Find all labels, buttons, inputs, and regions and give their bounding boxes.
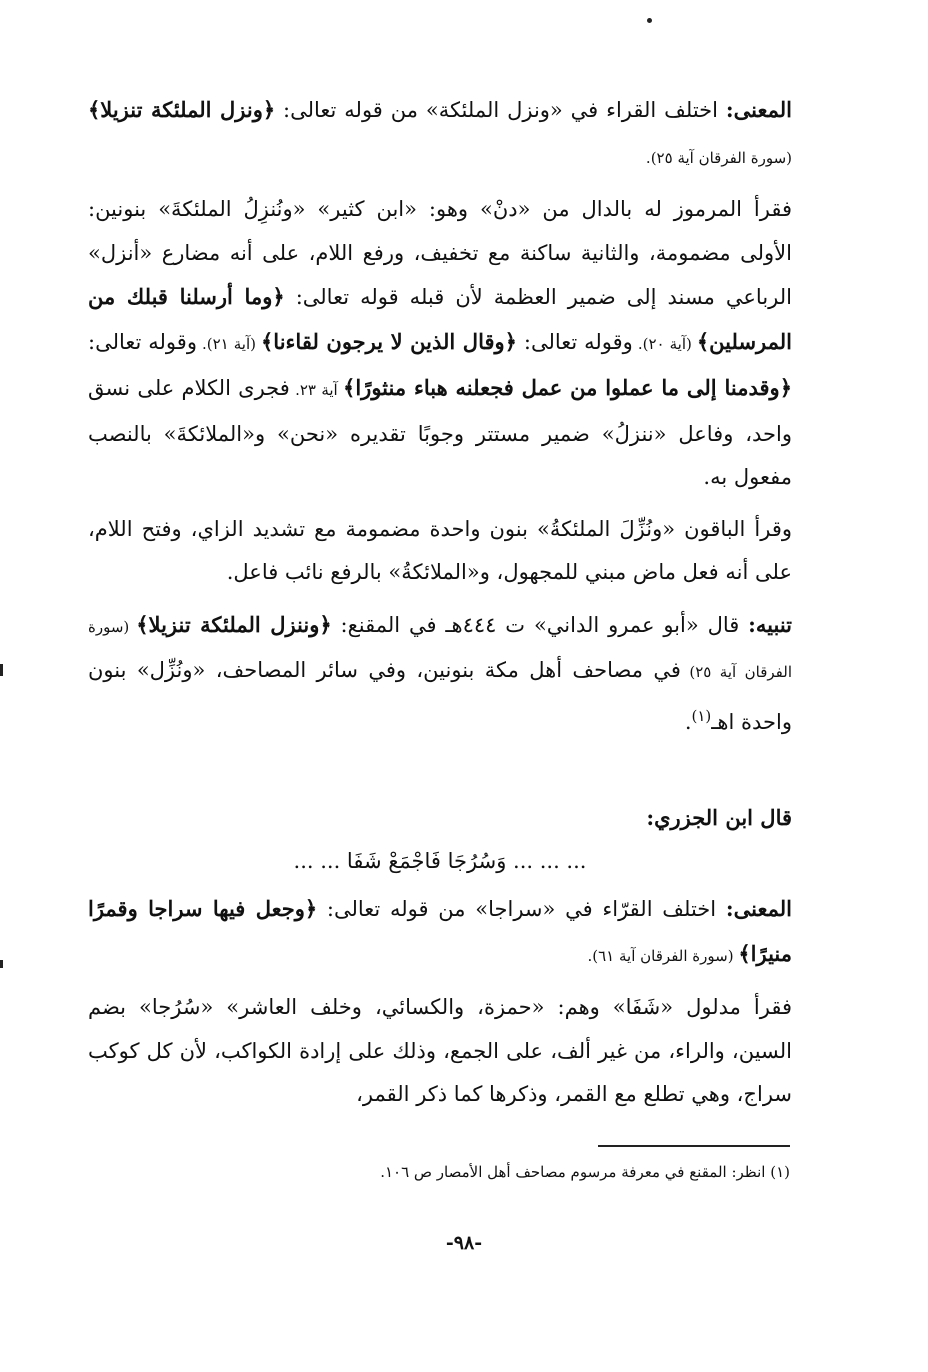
quran-quote: ﴿وقال الذين لا يرجون لقاءنا﴾ [261,328,517,354]
paragraph-reading-shafa [88,986,792,1117]
paragraph-meaning-1 [88,88,792,180]
scan-mark-dot [647,18,652,23]
paragraph-note [88,603,792,745]
paragraph-reading-others [88,508,792,595]
verse-reference: (سورة الفرقان آية ٢٥). [645,148,792,167]
verse-reference: آية ٢٣. [289,381,344,399]
quran-quote: ﴿وجعل فيها سراجا وقمرًا منيرًا﴾ [88,896,792,966]
lead-label: تنبيه: [748,611,793,637]
paragraph-text: وقرأ الباقون «ونُزِّلَ الملئكةُ» بنون واحدة مضمومة مع تشديد الزاي، وفتح اللام، على أنه فعل ماض مبني للمجهول، و«الملائكةُ» بالرفع نائب فاعل. [88,516,792,584]
paragraph-text: وقوله تعالى: [88,329,197,354]
paragraph-text: فجرى الكلام على نسق واحد، وفاعل «ننزلُ» ضمير مستتر وجوبًا تقديره «نحن» و«الملائكةَ» بالنصب مفعول به. [88,376,792,489]
paragraph-text: فقرأ المرموز له بالدال من «دنْ» وهو: «ابن كثير» «ونُنزِلُ الملئكةَ» بنونين: الأولى مضمومة، والثانية ساكنة مع تخفيف، ورفع اللام، على أنه مضارع «أنزل» الرباعي مسند إلى ضمير العظمة لأن قبله قوله تعالى: [88,197,792,309]
verse-reference: (سورة الفرقان آية ٢٥) [88,617,792,681]
lead-label: المعنى: [725,97,792,122]
quran-quote: ﴿ونزل الملئكة تنزيلا﴾ [88,97,276,122]
footnote: (١) انظر: المقنع في معرفة مرسوم مصاحف أهل الأمصار ص ١٠٦. [380,1163,790,1181]
page-number: -٩٨- [445,1232,483,1254]
paragraph-text: اختلف القرّاء في «سراجا» من قوله تعالى: [317,897,717,921]
lead-label: المعنى: [725,896,792,921]
paragraph-text: . [684,709,692,734]
poem-verse: ... ... ... وَسُرُجَا فَاجْمَعْ شَفَا ... ... [293,848,587,873]
paragraph-reading-ibn-kathir [88,188,792,500]
verse-reference: (آية ٢١). [196,334,261,353]
page-body [88,88,792,1125]
verse-reference: (آية ٢٠). [632,334,697,353]
paragraph-text: وقوله تعالى: [516,329,633,354]
scan-mark-left-2 [0,960,3,968]
paragraph-text: قال «أبو عمرو الداني» ت ٤٤٤هـ في المقنع: [331,612,740,637]
paragraph-text: اختلف القراء في «ونزل الملئكة» من قوله تعالى: [275,98,718,122]
footnote-marker: (١) [691,706,712,725]
scan-mark-left-1 [0,664,3,676]
paragraph-text: فقرأ مدلول «شَفَا» وهم: «حمزة، والكسائي، وخلف العاشر» «سُرُجا» بضم السين، والراء، من غير ألف، على الجمع، وذلك على إرادة الكواكب، لأن كل كوكب سراج، وهي تطلع مع القمر، وذكرها كما ذكر القمر، [88,995,792,1106]
verse-reference: (سورة الفرقان آية ٦١). [587,946,739,965]
paragraph-meaning-2 [88,887,792,978]
section-heading: قال ابن الجزري: [646,805,792,830]
quran-quote: ﴿وقدمنا إلى ما عملوا من عمل فجعلنه هباء منثورًا﴾ [343,375,792,400]
quran-quote: ﴿وننزل الملئكة تنزيلا﴾ [136,611,332,637]
quran-quote: ﴿وما أرسلنا قبلك من المرسلين﴾ [88,284,793,354]
paragraph-text: في مصاحف أهل مكة بنونين، وفي سائر المصاحف، «ونُزِّل» بنون واحدة اهـ [88,658,792,734]
footnote-divider [598,1145,790,1147]
